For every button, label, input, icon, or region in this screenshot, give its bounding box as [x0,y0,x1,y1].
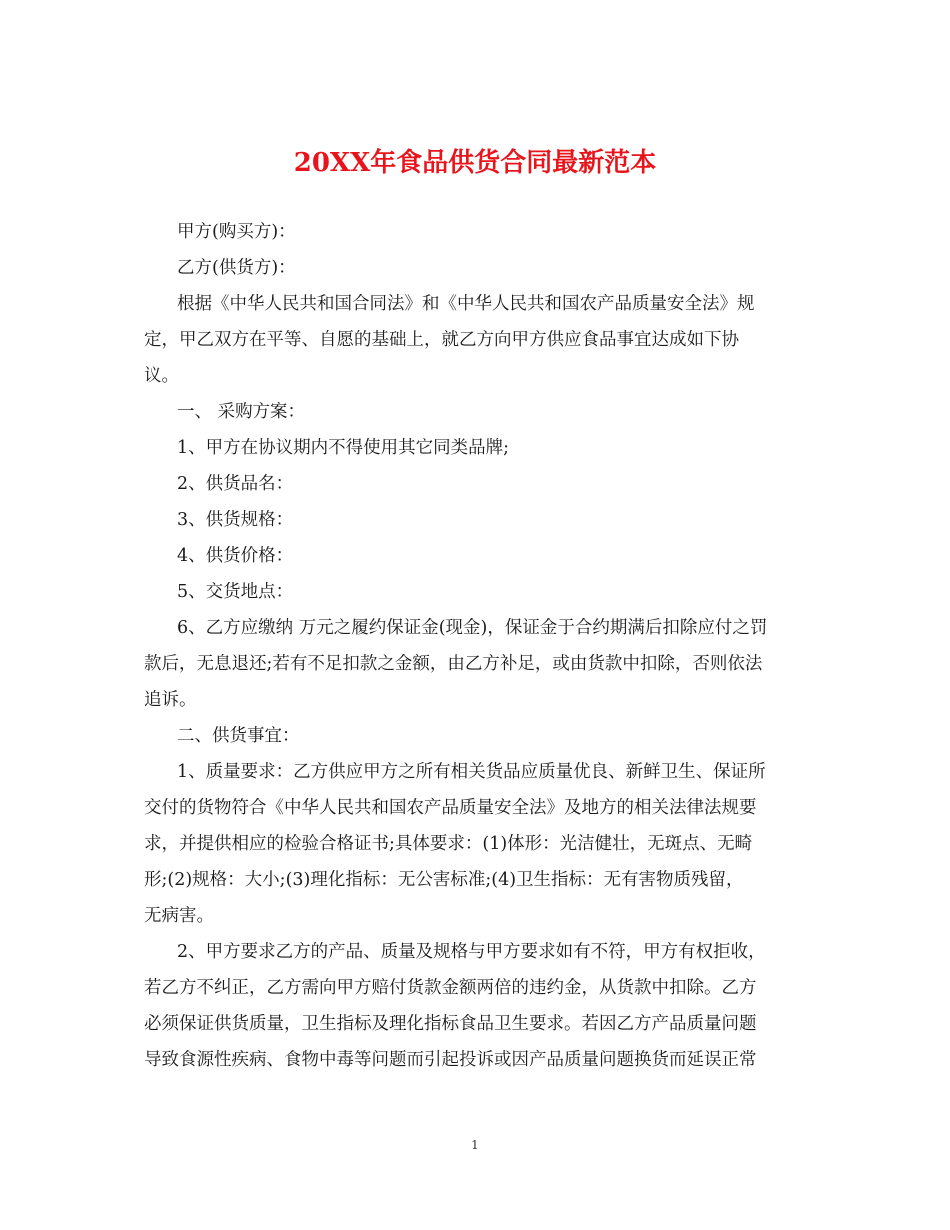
document-title: 20XX年食品供货合同最新范本 [293,148,657,178]
clause-2-1 [144,754,808,934]
document-body [144,214,808,1078]
clause-1-2: 2、供货品名： [177,474,294,494]
clause-1-1: 1、甲方在协议期内不得使用其它同类品牌; [177,438,510,458]
preamble-paragraph [144,286,808,394]
paragraph-line: 交付的货物符合《中华人民共和国农产品质量安全法》及地方的相关法律法规要 [144,798,757,818]
paragraph-line: 6、乙方应缴纳 万元之履约保证金(现金)，保证金于合约期满后扣除应付之罚 [177,618,768,638]
section-heading-procurement: 一、 采购方案： [177,402,306,422]
paragraph-line: 若乙方不纠正，乙方需向甲方赔付货款金额两倍的违约金，从货款中扣除。乙方 [144,978,757,998]
paragraph-line: 议。 [144,366,179,386]
paragraph-line: 定，甲乙双方在平等、自愿的基础上，就乙方向甲方供应食品事宜达成如下协 [144,330,739,350]
paragraph-line: 2、甲方要求乙方的产品、质量及规格与甲方要求如有不符，甲方有权拒收， [177,942,766,962]
paragraph-line: 形;(2)规格：大小;(3)理化指标：无公害标准;(4)卫生指标：无有害物质残留， [144,870,744,890]
paragraph-line: 求，并提供相应的检验合格证书;具体要求：(1)体形：光洁健壮，无斑点、无畸 [144,834,753,854]
party-b-line: 乙方(供货方)： [177,258,296,278]
page-number: 1 [471,1138,479,1152]
section-heading-supply: 二、供货事宜： [177,726,300,746]
clause-1-4: 4、供货价格： [177,546,294,566]
paragraph-line: 根据《中华人民共和国合同法》和《中华人民共和国农产品质量安全法》规 [177,294,755,314]
paragraph-line: 必须保证供货质量，卫生指标及理化指标食品卫生要求。若因乙方产品质量问题 [144,1014,757,1034]
clause-2-2 [144,934,808,1078]
paragraph-line: 无病害。 [144,906,214,926]
clause-1-5: 5、交货地点： [177,582,294,602]
paragraph-line: 款后，无息退还;若有不足扣款之金额，由乙方补足，或由货款中扣除，否则依法 [144,654,763,674]
paragraph-line: 导致食源性疾病、食物中毒等问题而引起投诉或因产品质量问题换货而延误正常 [144,1050,757,1070]
paragraph-line: 1、质量要求：乙方供应甲方之所有相关货品应质量优良、新鲜卫生、保证所 [177,762,766,782]
paragraph-line: 追诉。 [144,690,197,710]
clause-1-3: 3、供货规格： [177,510,294,530]
clause-1-6 [144,610,808,718]
party-a-line: 甲方(购买方)： [177,222,296,242]
